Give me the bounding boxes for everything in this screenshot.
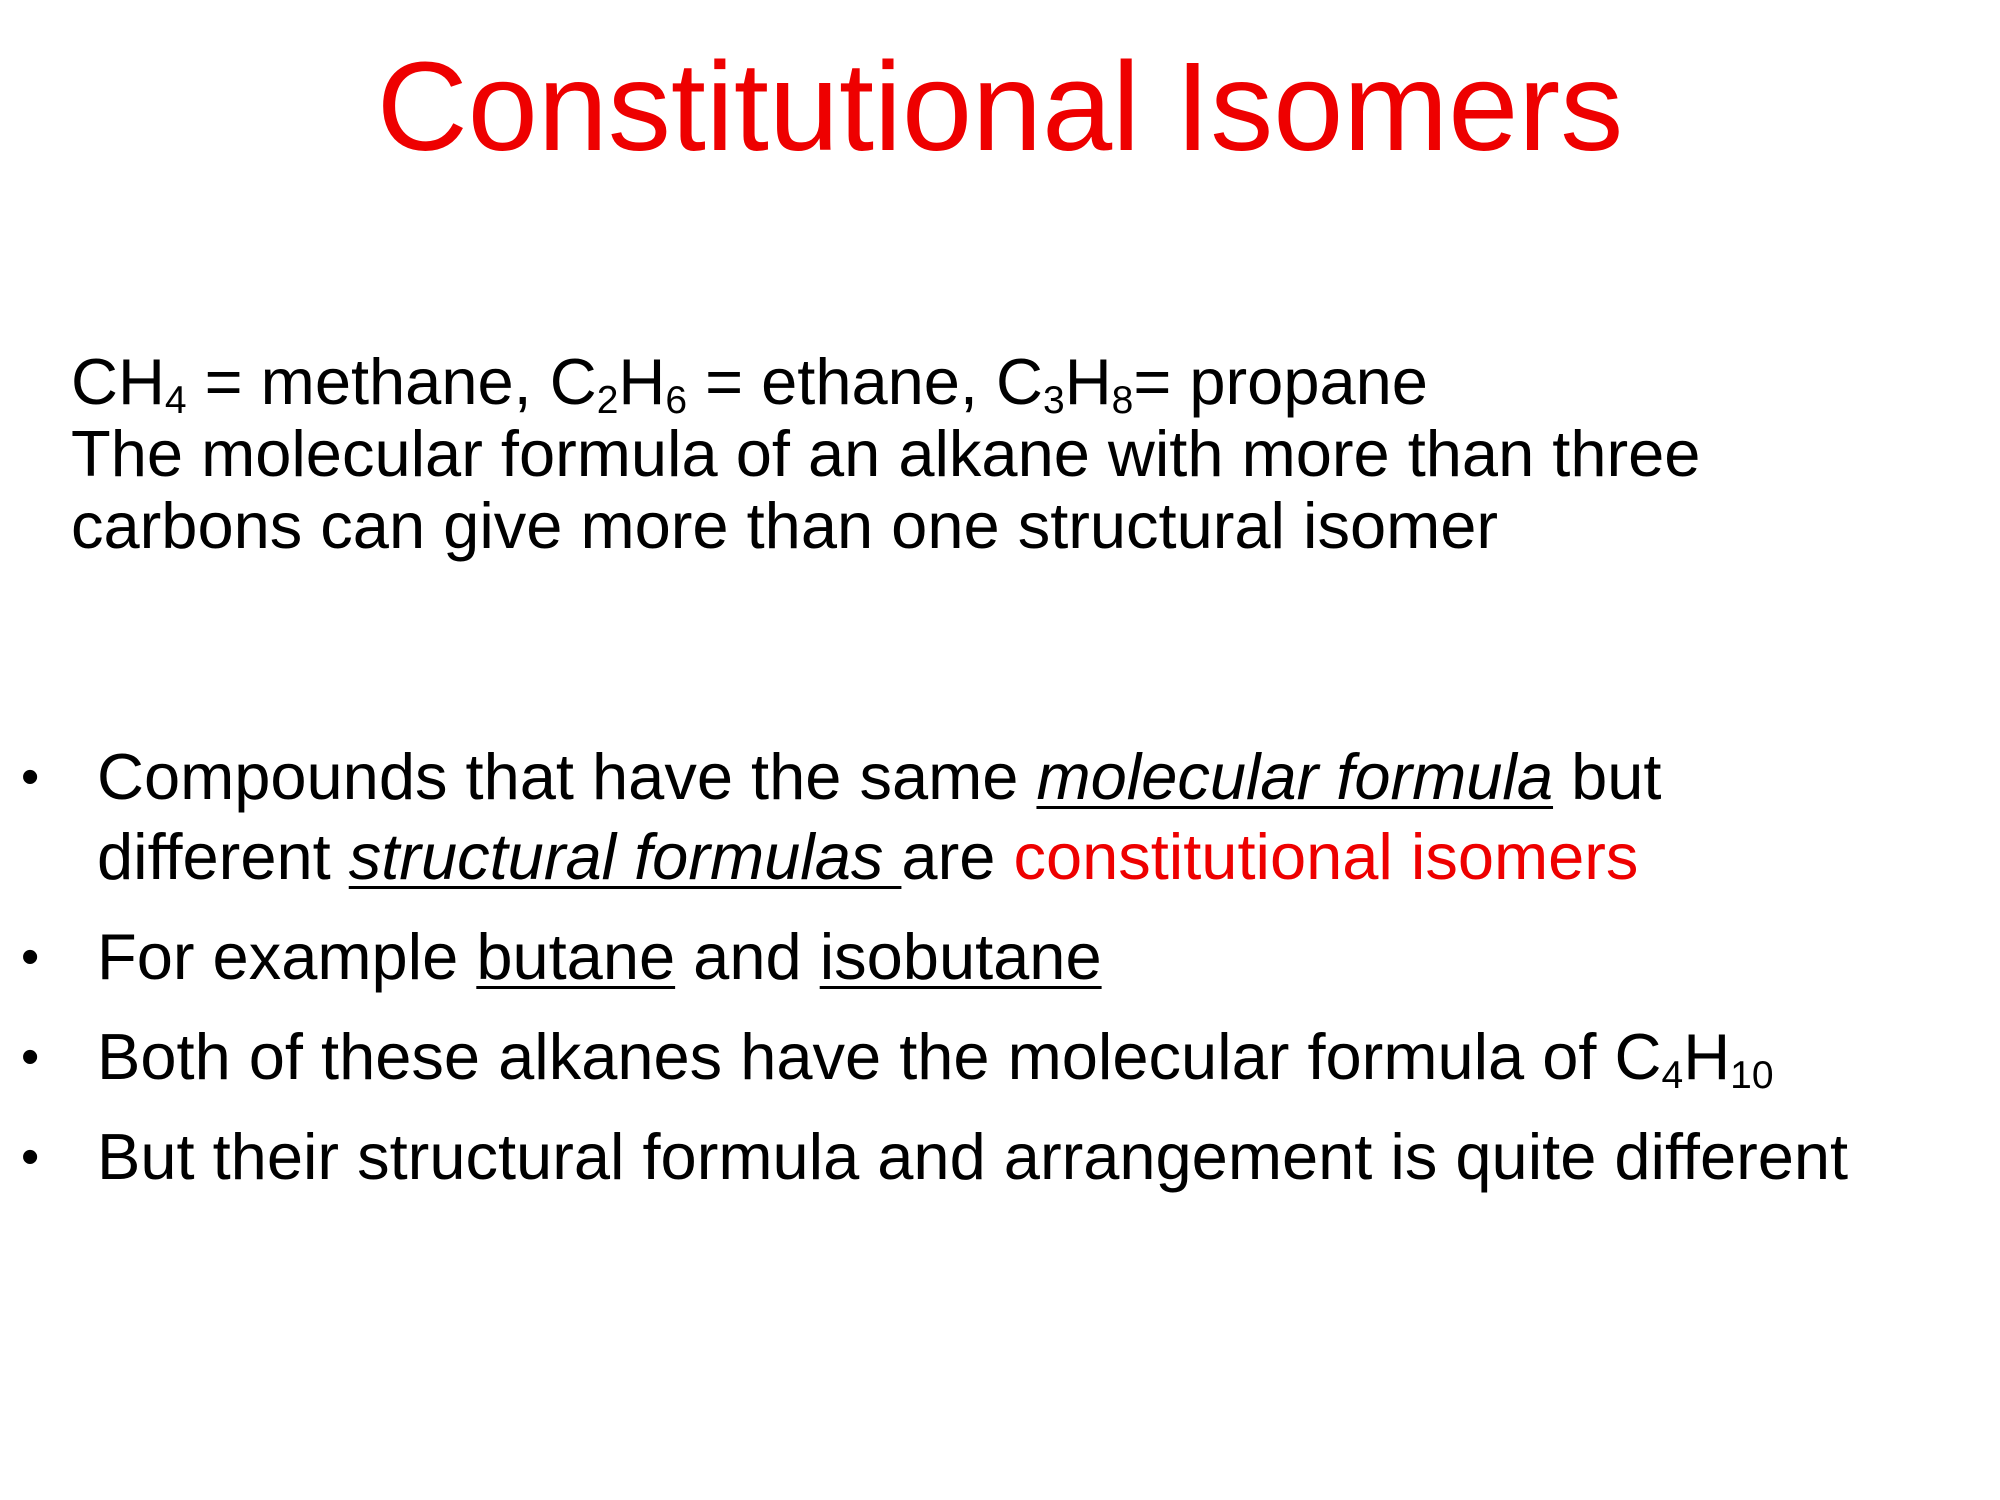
slide-title: Constitutional Isomers [376,36,1624,177]
constitutional-isomers-term: constitutional isomers [1013,820,1639,893]
bullet-marker: • [21,1128,40,1186]
bullet-item-formula [0,1017,2000,1097]
bullet-marker: • [21,1028,40,1086]
bullet-item-definition [0,737,2000,897]
intro-text-block [71,346,1700,562]
bullet-item-example [0,917,2000,997]
intro-sentence-line-2: carbons can give more than one structural isomer [71,489,1499,562]
bullet-line: Both of these alkanes have the molecular formula of $C_4H_{10}$ [97,1020,1774,1097]
bullet-line: But their structural formula and arrangement is quite different [97,1120,1849,1193]
bullet-item-difference [0,1117,2000,1197]
bullet-list [0,737,2000,1217]
bullet-line: Compounds that have the same molecular formula but [97,740,1662,813]
bullet-marker: • [21,928,40,986]
bullet-line: For example butane and isobutane [97,920,1102,993]
bullet-line: different structural formulas are constitutional isomers [97,820,1639,893]
isobutane-term: isobutane [819,920,1102,993]
intro-sentence-line-1: The molecular formula of an alkane with more than three [71,417,1701,490]
bullet-marker: • [21,748,40,806]
alkane-formula-line: $CH_4$ = methane, $C_2H_6$ = ethane, $C_3H_8=$ propane [71,345,1428,422]
molecular-formula-term: molecular formula [1036,740,1554,813]
structural-formulas-term: structural formulas [348,820,902,893]
butane-term: butane [476,920,676,993]
